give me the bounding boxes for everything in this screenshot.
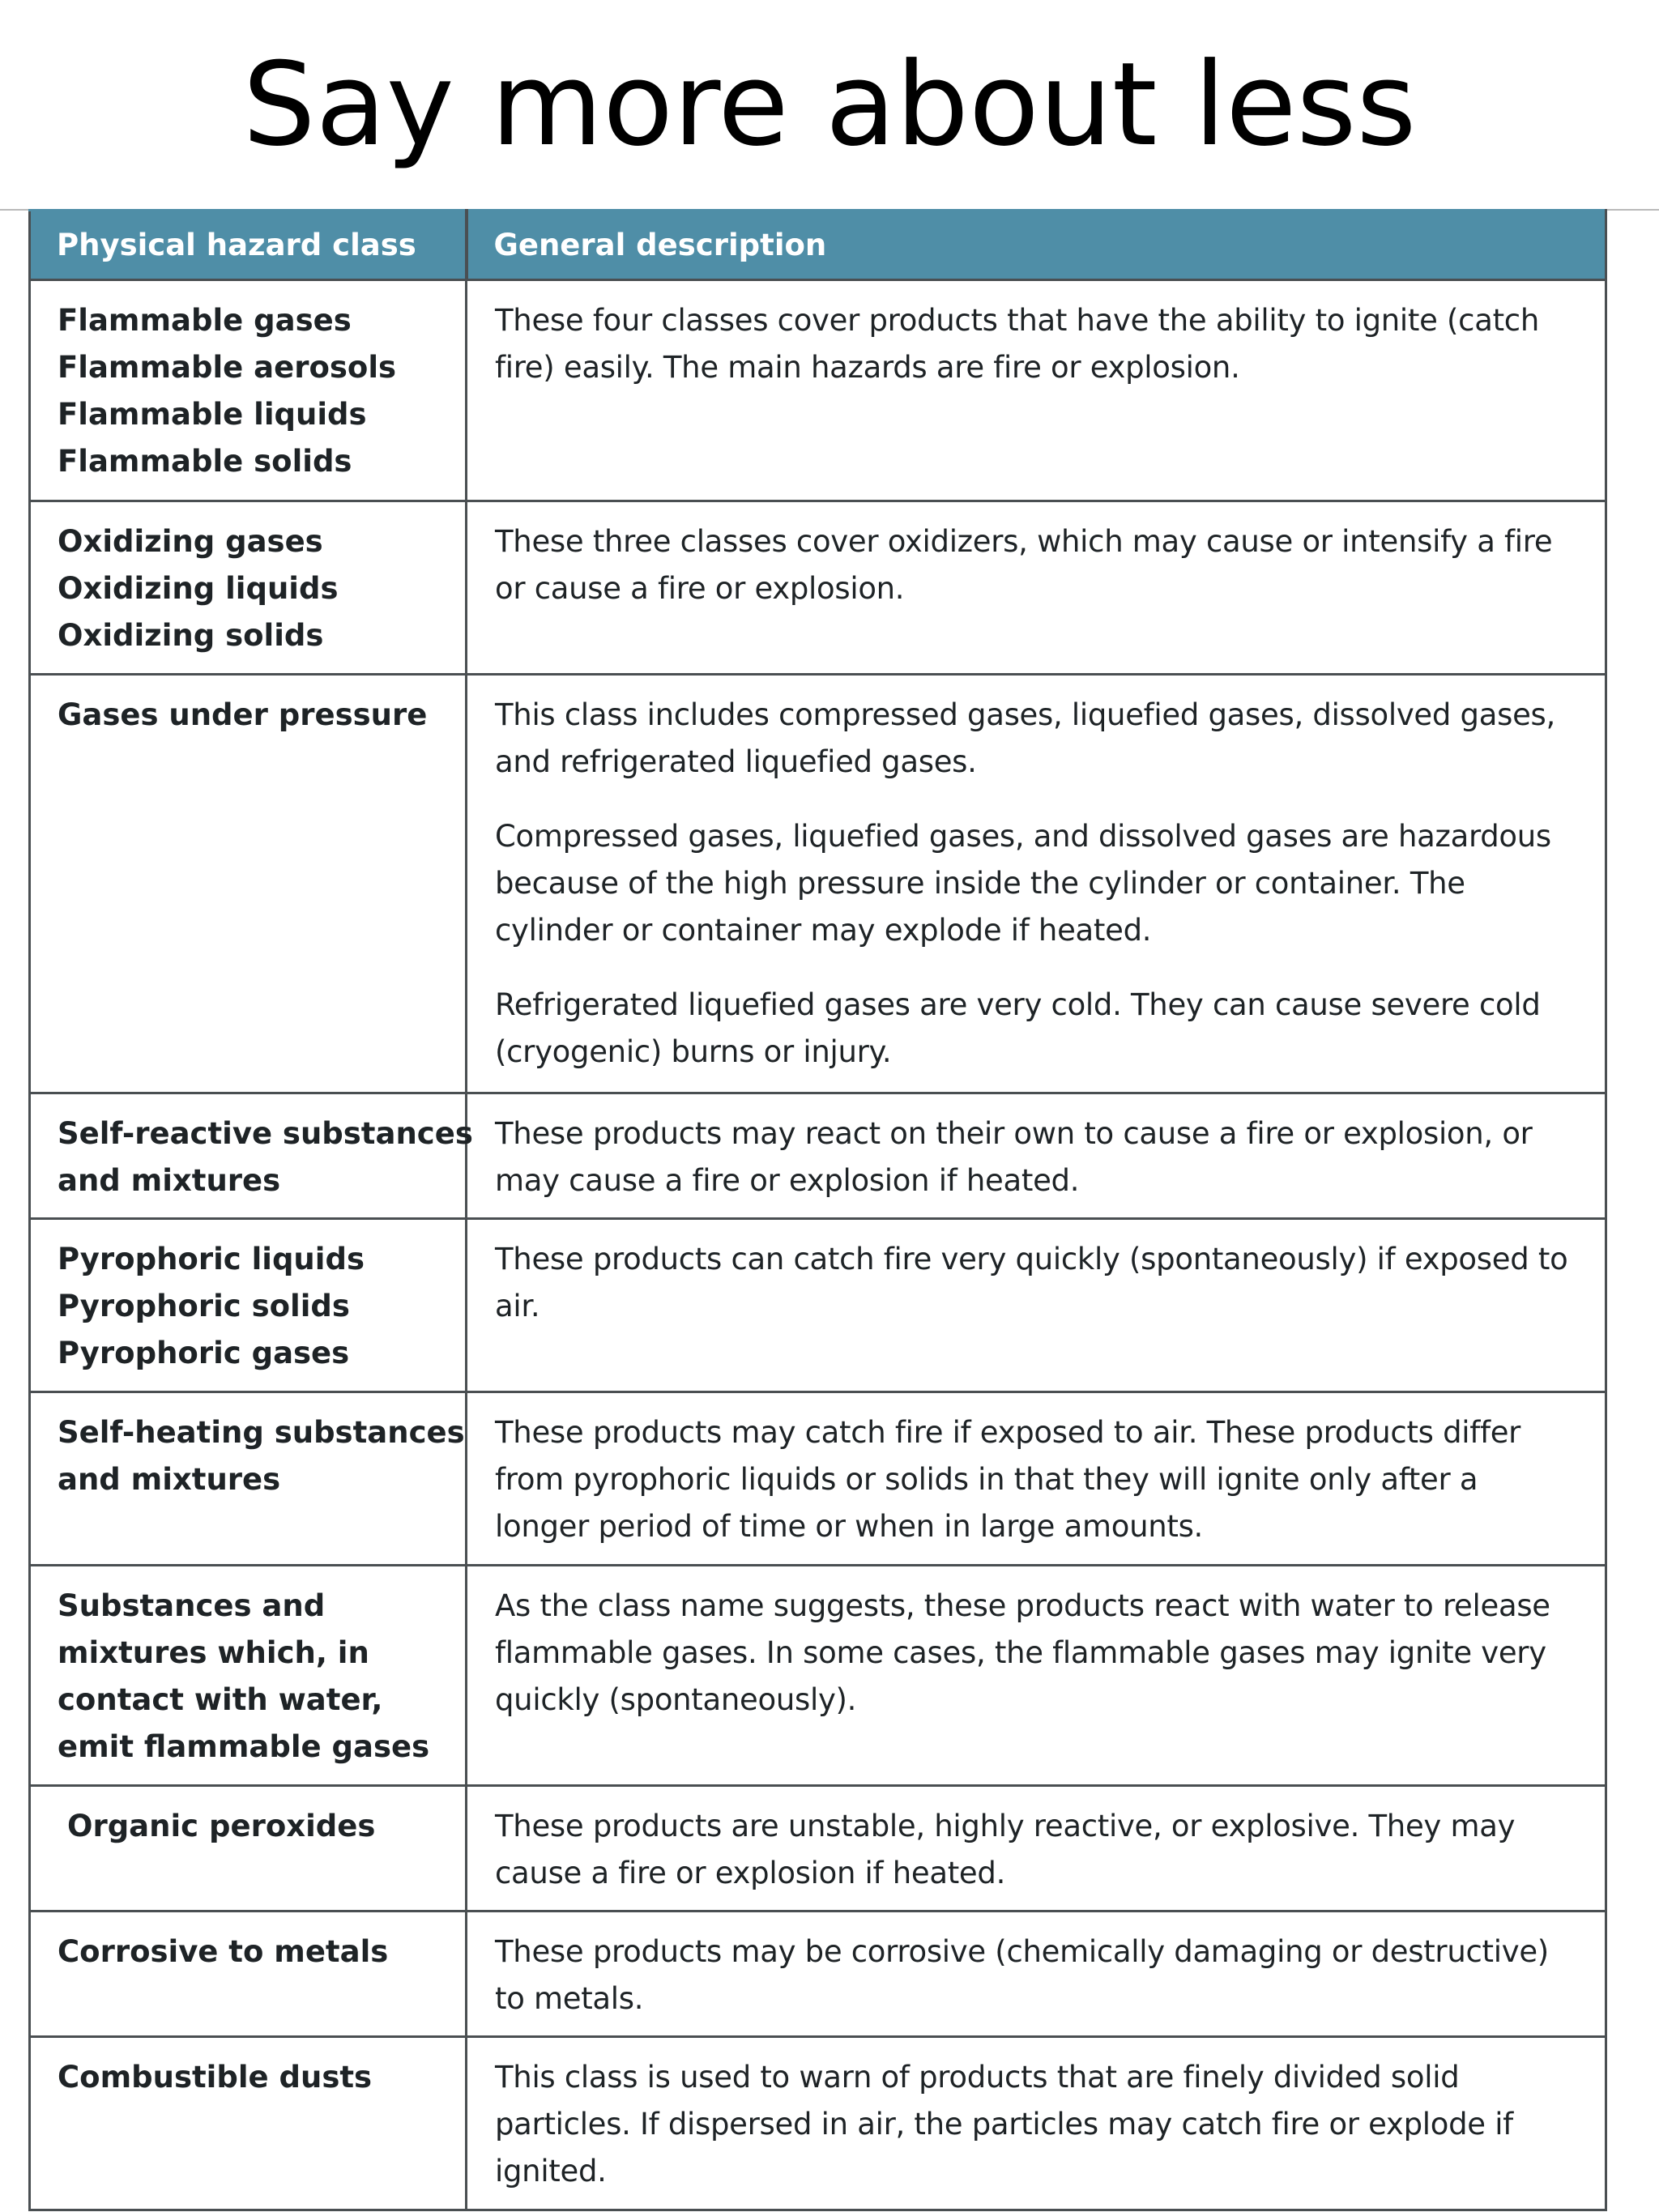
hazard-class-name: Flammable liquids <box>58 397 367 432</box>
description-cell <box>467 675 1606 1093</box>
description-text: These products are unstable, highly reactive, or explosive. They may cause a fire or explosion if heated. <box>495 1809 1516 1890</box>
column-header-description: General description <box>467 211 1606 280</box>
hazard-class-name: Gases under pressure <box>58 697 428 732</box>
table-row <box>30 501 1606 675</box>
hazard-class-cell <box>30 1912 467 2037</box>
hazard-class-cell <box>30 1786 467 1912</box>
hazard-class-cell <box>30 675 467 1093</box>
table-row <box>30 2037 1606 2210</box>
table-row <box>30 1786 1606 1912</box>
hazard-class-name: Flammable gases <box>58 303 352 338</box>
description-text: Refrigerated liquefied gases are very cold. They can cause severe cold (cryogenic) burns or injury. <box>495 987 1541 1069</box>
hazard-class-cell <box>30 1093 473 1219</box>
table-header-row <box>30 211 1606 280</box>
description-cell <box>467 1219 1606 1392</box>
description-text: These products may be corrosive (chemically damaging or destructive) to metals. <box>495 1934 1549 2016</box>
hazard-class-name: contact with water, <box>58 1682 383 1717</box>
hazard-class-name: Self-heating substances <box>58 1415 465 1450</box>
table-body <box>30 280 1606 2210</box>
hazard-class-name: Pyrophoric liquids <box>58 1242 365 1276</box>
hazard-class-name: Pyrophoric solids <box>58 1289 350 1323</box>
hazard-class-name: emit flammable gases <box>58 1729 430 1764</box>
hazard-class-name: and mixtures <box>58 1163 281 1198</box>
hazard-class-name: Flammable solids <box>58 444 352 479</box>
hazard-class-name: mixtures which, in <box>58 1635 369 1670</box>
hazard-table <box>28 209 1607 2211</box>
description-text: These products can catch fire very quickly (spontaneously) if exposed to air. <box>495 1242 1568 1323</box>
description-cell <box>467 2037 1606 2210</box>
description-text: These three classes cover oxidizers, which may cause or intensify a fire or cause a fire or explosion. <box>495 524 1553 606</box>
hazard-class-cell <box>30 280 467 501</box>
description-text: These products may catch fire if exposed to air. These products differ from pyrophoric liquids or solids in that they will ignite only after a longer period of time or when in large amounts. <box>495 1415 1521 1544</box>
slide-title: Say more about less <box>242 38 1417 172</box>
hazard-class-name: Oxidizing solids <box>58 618 324 653</box>
column-header-class: Physical hazard class <box>30 211 467 280</box>
table-row <box>30 675 1606 1093</box>
hazard-class-name: Combustible dusts <box>58 2060 373 2095</box>
table-row <box>30 1566 1606 1786</box>
description-cell <box>467 1786 1606 1912</box>
description-text: This class includes compressed gases, liquefied gases, dissolved gases, and refrigerated liquefied gases. <box>495 697 1555 779</box>
table-row <box>30 1093 1606 1219</box>
hazard-class-name: Organic peroxides <box>67 1809 376 1843</box>
hazard-class-cell <box>30 1566 467 1786</box>
hazard-class-name: Pyrophoric gases <box>58 1336 350 1370</box>
description-text: These products may react on their own to cause a fire or explosion, or may cause a fire or explosion if heated. <box>495 1116 1533 1198</box>
description-text: As the class name suggests, these products react with water to release flammable gases. In some cases, the flammable gases may ignite very quickly (spontaneously). <box>495 1588 1550 1717</box>
table-row <box>30 280 1606 501</box>
description-cell <box>467 1566 1606 1786</box>
description-cell <box>467 280 1606 501</box>
hazard-class-cell <box>30 501 467 675</box>
hazard-class-name: Flammable aerosols <box>58 350 397 385</box>
table-row <box>30 1392 1606 1566</box>
table-row <box>30 1219 1606 1392</box>
hazard-class-cell <box>30 2037 467 2210</box>
description-text: These four classes cover products that have the ability to ignite (catch fire) easily. The main hazards are fire or explosion. <box>495 303 1539 385</box>
hazard-class-name: Corrosive to metals <box>58 1934 389 1969</box>
description-cell <box>467 1392 1606 1566</box>
hazard-class-cell <box>30 1219 467 1392</box>
hazard-class-name: Oxidizing gases <box>58 524 323 559</box>
table-row <box>30 1912 1606 2037</box>
description-cell <box>467 1093 1606 1219</box>
hazard-class-name: and mixtures <box>58 1462 281 1497</box>
description-text: This class is used to warn of products that are finely divided solid particles. If dispersed in air, the particles may catch fire or explode if ignited. <box>495 2060 1513 2189</box>
hazard-class-name: Substances and <box>58 1588 326 1623</box>
hazard-class-name: Self-reactive substances <box>58 1116 473 1151</box>
hazard-class-cell <box>30 1392 467 1566</box>
hazard-class-name: Oxidizing liquids <box>58 571 339 606</box>
description-cell <box>467 1912 1606 2037</box>
description-cell <box>467 501 1606 675</box>
description-text: Compressed gases, liquefied gases, and dissolved gases are hazardous because of the high pressure inside the cylinder or container. The cylinder or container may explode if heated. <box>495 819 1551 948</box>
